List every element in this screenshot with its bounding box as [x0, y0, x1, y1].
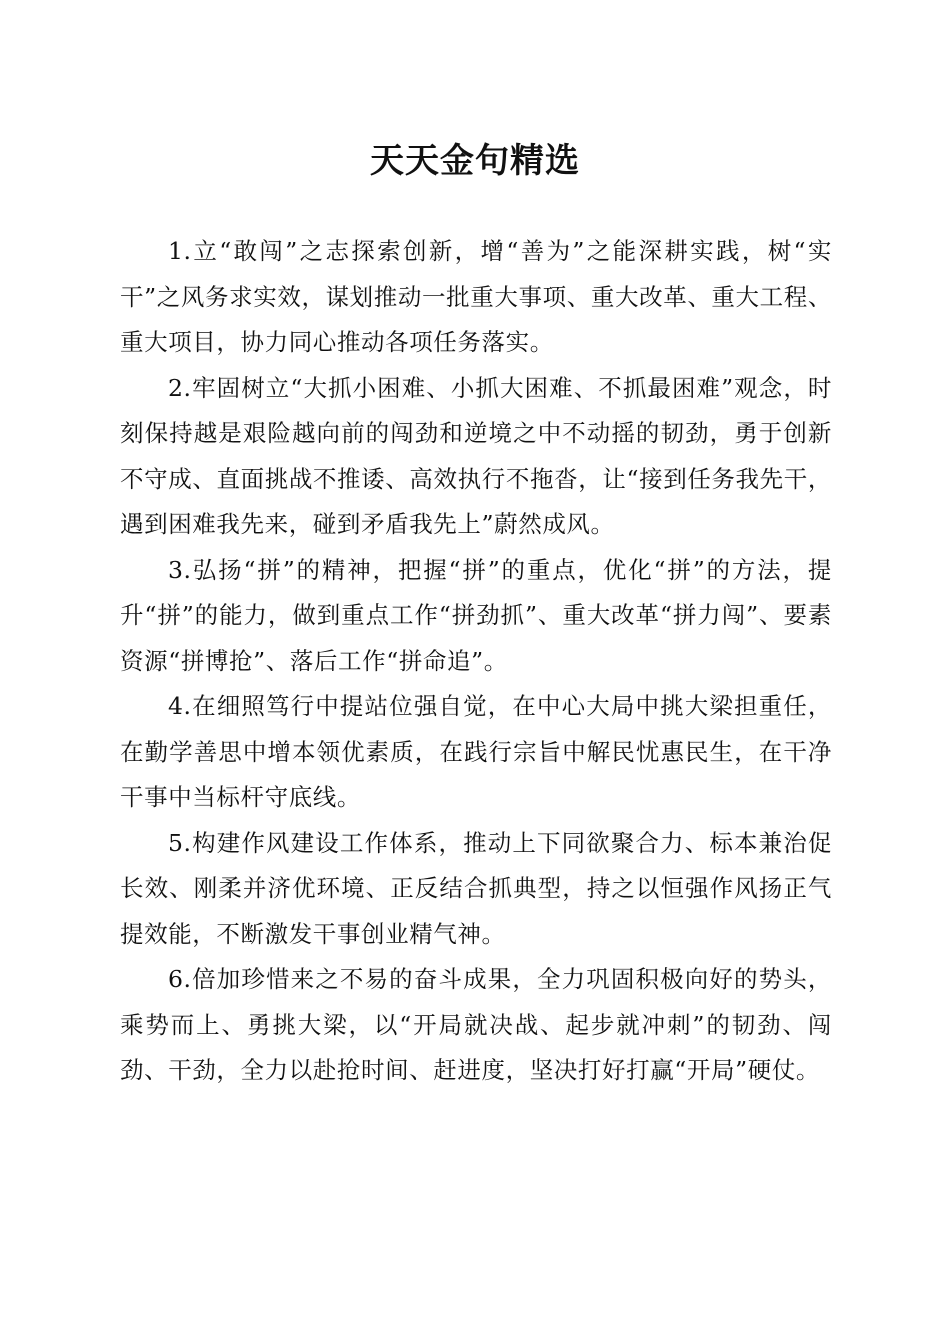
document-title: 天天金句精选 — [370, 141, 580, 181]
paragraph-6: 6.倍加珍惜来之不易的奋斗成果，全力巩固积极向好的势头，乘势而上、勇挑大梁，以“开局就决战、起步就冲刺”的韧劲、闯劲、干劲，全力以赴抢时间、赶进度，坚决打好打赢“开局”硬仗。 — [120, 965, 832, 1084]
paragraph-1: 1.立“敢闯”之志探索创新，增“善为”之能深耕实践，树“实干”之风务求实效，谋划推动一批重大事项、重大改革、重大工程、重大项目，协力同心推动各项任务落实。 — [120, 237, 832, 356]
document-body — [120, 229, 832, 1094]
paragraph-4: 4.在细照笃行中提站位强自觉，在中心大局中挑大梁担重任，在勤学善思中增本领优素质，在践行宗旨中解民忧惠民生，在干净干事中当标杆守底线。 — [120, 692, 832, 811]
paragraph-2: 2.牢固树立“大抓小困难、小抓大困难、不抓最困难”观念，时刻保持越是艰险越向前的闯劲和逆境之中不动摇的韧劲，勇于创新不守成、直面挑战不推诿、高效执行不拖沓，让“接到任务我先干，遇到困难我先来，碰到矛盾我先上”蔚然成风。 — [120, 373, 832, 538]
paragraph-3: 3.弘扬“拼”的精神，把握“拼”的重点，优化“拼”的方法，提升“拼”的能力，做到重点工作“拼劲抓”、重大改革“拼力闯”、要素资源“拼博抢”、落后工作“拼命追”。 — [120, 555, 832, 675]
paragraph-5: 5.构建作风建设工作体系，推动上下同欲聚合力、标本兼治促长效、刚柔并济优环境、正反结合抓典型，持之以恒强作风扬正气提效能，不断激发干事创业精气神。 — [120, 828, 832, 948]
